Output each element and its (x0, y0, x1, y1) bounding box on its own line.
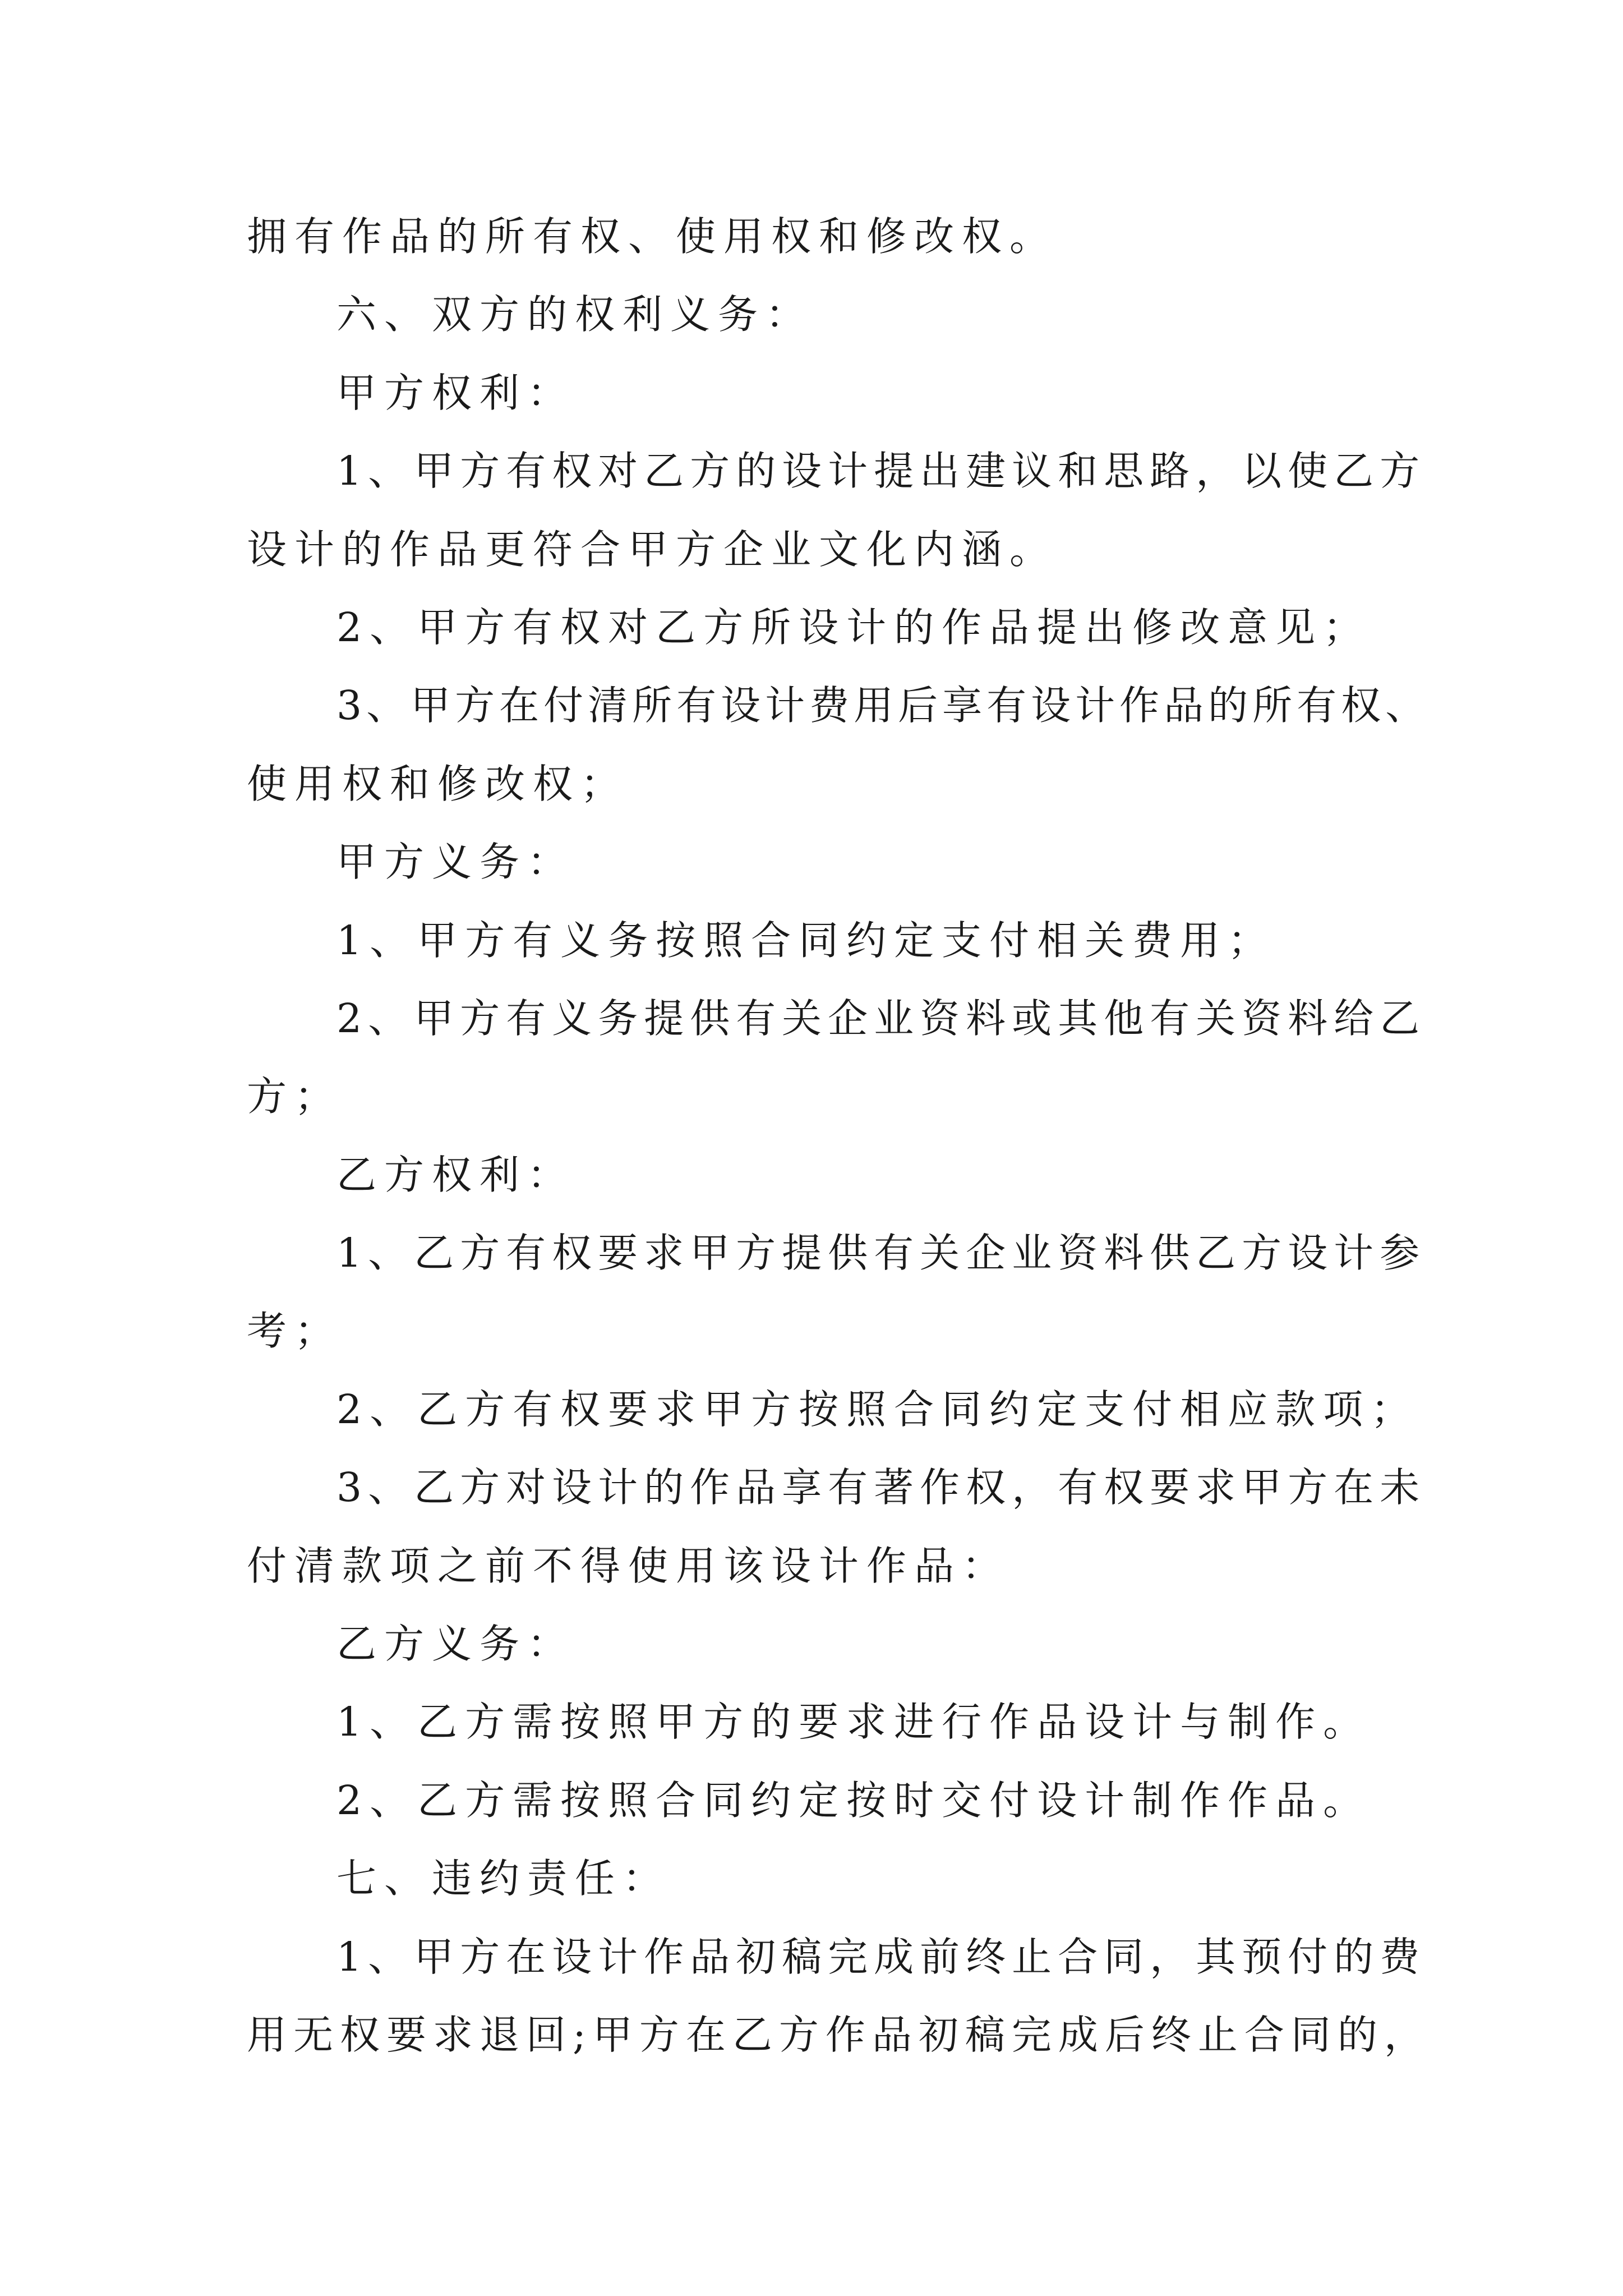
section-heading-six: 六、双方的权利义务： (336, 291, 814, 338)
subheading-party-b-obligations: 乙方义务： (336, 1621, 575, 1668)
text-line: 用无权要求退回;甲方在乙方作品初稿完成后终止合同的， (247, 2011, 1431, 2058)
text-line: 设计的作品更符合甲方企业文化内涵。 (247, 526, 1058, 573)
text-line: 2、甲方有权对乙方所设计的作品提出修改意见； (336, 604, 1371, 651)
text-line: 1、甲方有权对乙方的设计提出建议和思路，以使乙方 (336, 448, 1426, 495)
text-line: 付清款项之前不得使用该设计作品： (247, 1542, 1010, 1589)
text-line: 1、乙方有权要求甲方提供有关企业资料供乙方设计参 (336, 1230, 1426, 1277)
subheading-party-b-rights: 乙方权利： (336, 1151, 575, 1198)
text-line: 考； (247, 1308, 343, 1355)
text-line: 2、乙方有权要求甲方按照合同约定支付相应款项； (336, 1386, 1419, 1433)
text-line: 使用权和修改权； (247, 760, 629, 807)
text-line: 1、甲方有义务按照合同约定支付相关费用； (336, 917, 1276, 964)
section-heading-seven: 七、违约责任： (336, 1855, 671, 1902)
text-line: 1、甲方在设计作品初稿完成前终止合同，其预付的费 (336, 1933, 1426, 1980)
text-line: 3、乙方对设计的作品享有著作权，有权要求甲方在未 (336, 1464, 1426, 1511)
subheading-party-a-rights: 甲方权利： (336, 369, 575, 416)
contract-text-body (247, 197, 1431, 2074)
text-line: 3、甲方在付清所有设计费用后享有设计作品的所有权、 (336, 682, 1430, 729)
text-line: 2、甲方有义务提供有关企业资料或其他有关资料给乙 (336, 995, 1426, 1042)
text-line: 方； (247, 1073, 343, 1120)
subheading-party-a-obligations: 甲方义务： (336, 839, 575, 886)
text-line: 拥有作品的所有权、使用权和修改权。 (247, 213, 1058, 260)
text-line: 1、乙方需按照甲方的要求进行作品设计与制作。 (336, 1699, 1371, 1746)
text-line: 2、乙方需按照合同约定按时交付设计制作作品。 (336, 1777, 1371, 1824)
